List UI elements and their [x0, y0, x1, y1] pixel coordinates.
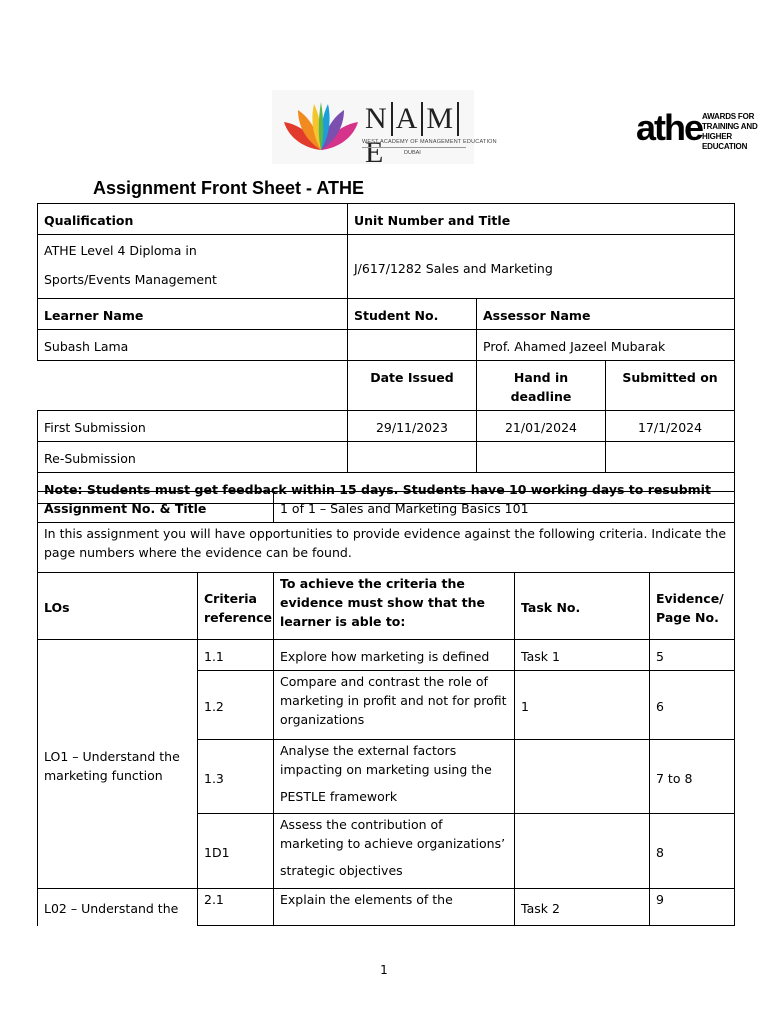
criteria-ref: 1.1	[198, 640, 274, 671]
athe-logo-word: athe	[636, 107, 703, 148]
criteria-desc	[274, 740, 515, 814]
table-row	[38, 411, 735, 442]
logo-letter: E	[365, 136, 385, 169]
resub-submitted-on	[606, 442, 735, 473]
front-sheet-table	[37, 203, 735, 504]
name-logo-rule	[362, 147, 466, 148]
athe-tagline-line: AWARDS FOR	[702, 112, 755, 121]
table-row	[38, 640, 735, 671]
task-no: Task 2	[515, 889, 650, 926]
athe-logo	[636, 108, 766, 152]
criteria-desc: Compare and contrast the role of marketing in profit and not for profit organizations	[274, 671, 515, 740]
task-no	[515, 740, 650, 814]
task-no: 1	[515, 671, 650, 740]
assessor-name-value: Prof. Ahamed Jazeel Mubarak	[477, 330, 735, 361]
criteria-ref: 2.1	[198, 889, 274, 926]
criteria-desc-line: PESTLE framework	[280, 789, 398, 804]
table-header-row	[38, 573, 735, 640]
table-row	[38, 492, 735, 523]
table-row	[38, 361, 735, 411]
assignment-intro: In this assignment you will have opportunities to provide evidence against the following criteria. Indicate the page numbers where the evidence can be found.	[38, 523, 735, 573]
evidence-page: 9	[650, 889, 735, 926]
criteria-desc: Explore how marketing is defined	[274, 640, 515, 671]
submitted-on-label: Submitted on	[606, 361, 735, 411]
resubmission-label: Re-Submission	[38, 442, 348, 473]
header-achieve: To achieve the criteria the evidence must show that the learner is able to:	[274, 573, 515, 640]
header-los: LOs	[38, 573, 198, 640]
assignment-title-value: 1 of 1 – Sales and Marketing Basics 101	[274, 492, 735, 523]
resub-date-issued	[348, 442, 477, 473]
criteria-ref: 1D1	[198, 814, 274, 889]
header-task-no: Task No.	[515, 573, 650, 640]
logo-letter: A	[393, 102, 424, 136]
criteria-desc-line: strategic objectives	[280, 863, 403, 878]
header-criteria-line: Criteria	[204, 590, 257, 606]
date-issued-label: Date Issued	[348, 361, 477, 411]
name-logo-city: DUBAI	[404, 150, 421, 156]
blank-cell	[38, 361, 348, 411]
header-criteria-line: reference	[204, 609, 272, 625]
header-evidence	[650, 573, 735, 640]
table-row	[38, 523, 735, 573]
athe-tagline-line: TRAINING AND	[702, 122, 758, 131]
name-academy-logo	[272, 90, 497, 169]
unit-value: J/617/1282 Sales and Marketing	[348, 235, 735, 299]
student-no-label: Student No.	[348, 299, 477, 330]
learner-name-value: Subash Lama	[38, 330, 348, 361]
unit-label: Unit Number and Title	[348, 204, 735, 235]
page-title: Assignment Front Sheet - ATHE	[93, 178, 365, 198]
lo2-cell: L02 – Understand the	[38, 889, 198, 926]
evidence-page: 5	[650, 640, 735, 671]
first-submitted-on: 17/1/2024	[606, 411, 735, 442]
qualification-line: Sports/Events Management	[44, 272, 217, 287]
page-number: 1	[380, 963, 388, 977]
name-logo-subtitle: WEST ACADEMY OF MANAGEMENT EDUCATION	[362, 139, 497, 145]
hand-in-deadline-label: Hand in deadline	[477, 361, 606, 411]
task-no	[515, 814, 650, 889]
athe-tagline-line: HIGHER EDUCATION	[702, 132, 748, 151]
header-evidence-line: Evidence/	[656, 590, 724, 606]
assignment-title-label: Assignment No. & Title	[38, 492, 274, 523]
logo-letter: N	[362, 102, 393, 136]
evidence-page: 8	[650, 814, 735, 889]
table-row	[38, 204, 735, 235]
table-row	[38, 235, 735, 299]
lotus-icon	[282, 98, 360, 156]
lo1-cell: LO1 – Understand the marketing function	[38, 640, 198, 889]
qualification-label: Qualification	[38, 204, 348, 235]
learner-name-label: Learner Name	[38, 299, 348, 330]
table-row	[38, 889, 735, 926]
evidence-page: 7 to 8	[650, 740, 735, 814]
criteria-desc: Explain the elements of the	[274, 889, 515, 926]
qualification-line: ATHE Level 4 Diploma in	[44, 243, 197, 258]
logo-letter: M	[423, 102, 459, 136]
evidence-page: 6	[650, 671, 735, 740]
assignment-criteria-table	[37, 491, 735, 926]
name-logo-text	[362, 102, 474, 170]
criteria-desc	[274, 814, 515, 889]
first-submission-label: First Submission	[38, 411, 348, 442]
student-no-value	[348, 330, 477, 361]
header-evidence-line: Page No.	[656, 609, 719, 625]
task-no: Task 1	[515, 640, 650, 671]
feedback-note: Note: Students must get feedback within 15 days. Students have 10 working days to resubmit	[38, 473, 735, 504]
criteria-ref: 1.2	[198, 671, 274, 740]
criteria-desc-line: Assess the contribution of marketing to achieve organizations’	[280, 817, 506, 851]
first-hand-in: 21/01/2024	[477, 411, 606, 442]
table-row	[38, 299, 735, 330]
criteria-desc-line: Analyse the external factors impacting on marketing using the	[280, 743, 492, 777]
assessor-name-label: Assessor Name	[477, 299, 735, 330]
table-row	[38, 442, 735, 473]
resub-hand-in	[477, 442, 606, 473]
criteria-ref: 1.3	[198, 740, 274, 814]
table-row	[38, 330, 735, 361]
athe-logo-tagline	[702, 112, 766, 152]
first-date-issued: 29/11/2023	[348, 411, 477, 442]
header-criteria	[198, 573, 274, 640]
qualification-value	[38, 235, 348, 299]
